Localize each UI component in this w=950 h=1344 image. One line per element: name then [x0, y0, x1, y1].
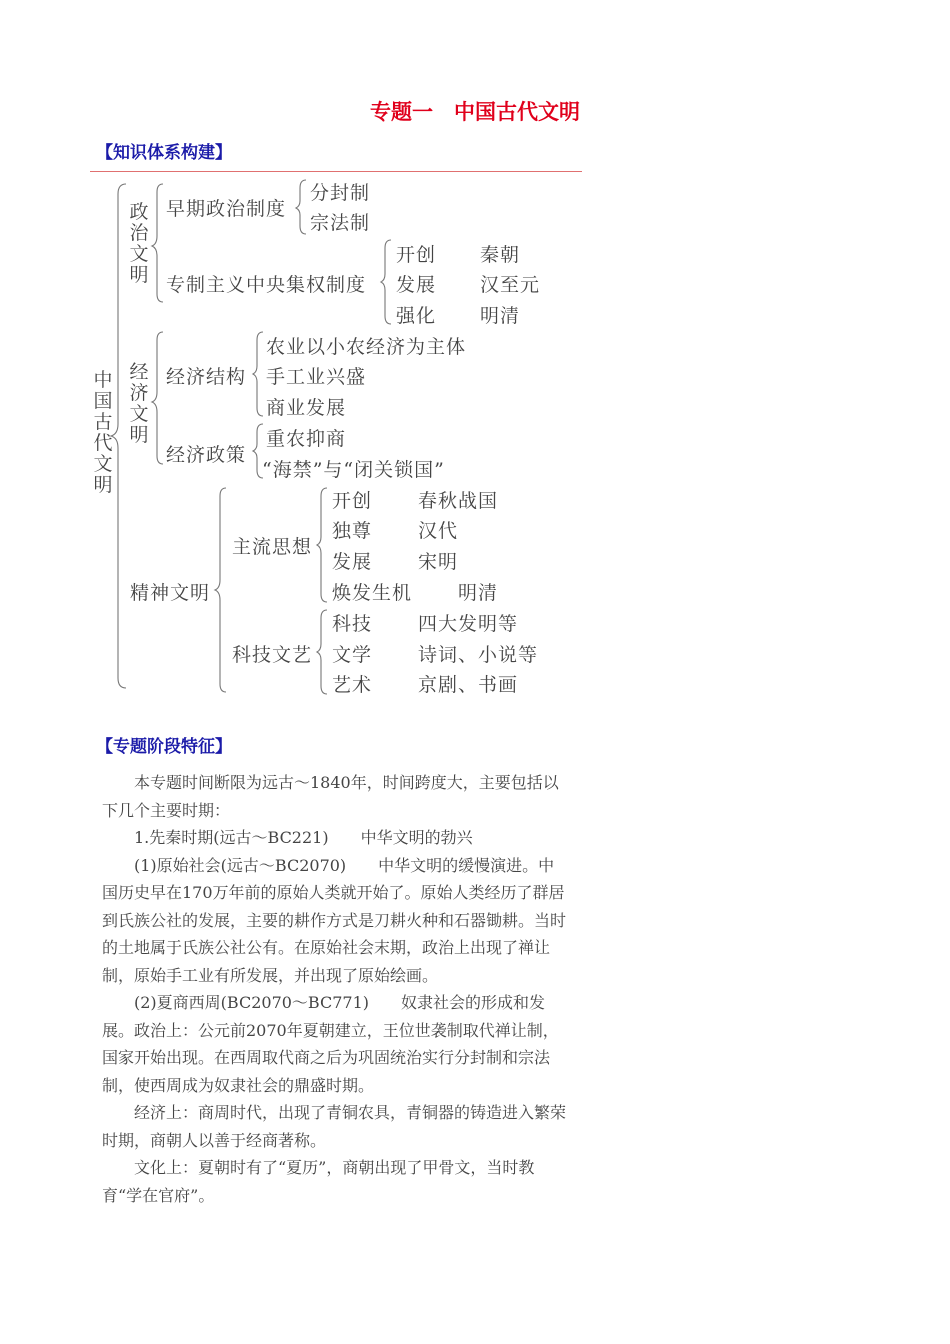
thought-period: 春秋战国	[418, 490, 499, 512]
section-heading-features: 【专题阶段特征】	[96, 737, 232, 757]
arts-stage: 科技	[332, 613, 373, 635]
section-heading-framework: 【知识体系构建】	[96, 143, 232, 163]
political-label: 政治文明	[129, 201, 149, 286]
autocracy-period: 秦朝	[480, 244, 521, 266]
paragraph: (2)夏商西周(BC2070～BC771) 奴隶社会的形成和发展。政治上：公元前2070年夏朝建立，王位世袭制取代禅让制，国家开始出现。在西周取代商之后为巩固统治实行分封制和宗法制，使西周成为奴隶社会的鼎盛时期。	[102, 993, 559, 1095]
page-title: 专题一 中国古代文明	[370, 100, 580, 124]
arts-period: 京剧、书画	[418, 674, 519, 696]
paragraph: 经济上：商周时代，出现了青铜农具，青铜器的铸造进入繁荣时期，商朝人以善于经商著称。	[102, 1103, 567, 1150]
thought-stage: 独尊	[332, 520, 373, 542]
economic-policy-item: 重农抑商	[266, 428, 347, 450]
autocracy-stage: 开创	[396, 244, 437, 266]
thought-stage: 开创	[332, 490, 373, 512]
paragraph: 1.先秦时期(远古～BC221) 中华文明的勃兴	[134, 828, 473, 847]
economic-structure-item: 农业以小农经济为主体	[266, 336, 467, 358]
early-politics-item: 宗法制	[310, 212, 371, 234]
paragraph: (1)原始社会(远古～BC2070) 中华文明的缓慢演进。中国历史早在170万年前的原始人类就开始了。原始人类经历了群居到氏族公社的发展，主要的耕作方式是刀耕火种和石器锄耕。当时的土地属于氏族公社公有。在原始社会末期，政治上出现了禅让制，原始手工业有所发展，并出现了原始绘画。	[102, 855, 567, 985]
paragraph: 文化上：夏朝时有了“夏历”，商朝出现了甲骨文，当时教育“学在官府”。	[102, 1158, 535, 1205]
autocracy-period: 汉至元	[480, 274, 541, 296]
paragraph: 本专题时间断限为远古～1840年，时间跨度大，主要包括以下几个主要时期：	[102, 773, 559, 820]
early-politics-label: 早期政治制度	[166, 198, 287, 220]
arts-period: 诗词、小说等	[418, 644, 539, 666]
economic-structure-item: 手工业兴盛	[266, 366, 367, 388]
thought-label: 主流思想	[232, 536, 313, 558]
thought-period: 宋明	[418, 551, 459, 573]
economic-policy-label: 经济政策	[166, 444, 247, 466]
arts-period: 四大发明等	[418, 613, 519, 635]
economic-label: 经济文明	[129, 361, 149, 446]
root-label: 中国古代文明	[93, 369, 113, 496]
arts-stage: 文学	[332, 644, 373, 666]
thought-period: 汉代	[418, 520, 459, 542]
thought-stage: 焕发生机	[332, 582, 413, 604]
thought-stage: 发展	[332, 551, 373, 573]
spiritual-label: 精神文明	[130, 582, 211, 604]
economic-policy-item: “海禁”与“闭关锁国”	[262, 459, 445, 481]
autocracy-label: 专制主义中央集权制度	[166, 274, 367, 296]
arts-stage: 艺术	[332, 674, 373, 696]
autocracy-period: 明清	[480, 305, 521, 327]
autocracy-stage: 发展	[396, 274, 437, 296]
thought-period: 明清	[458, 582, 499, 604]
early-politics-item: 分封制	[310, 182, 371, 204]
autocracy-stage: 强化	[396, 305, 437, 327]
economic-structure-label: 经济结构	[166, 366, 247, 388]
body-text	[102, 769, 566, 1209]
economic-structure-item: 商业发展	[266, 397, 347, 419]
arts-label: 科技文艺	[232, 644, 313, 666]
